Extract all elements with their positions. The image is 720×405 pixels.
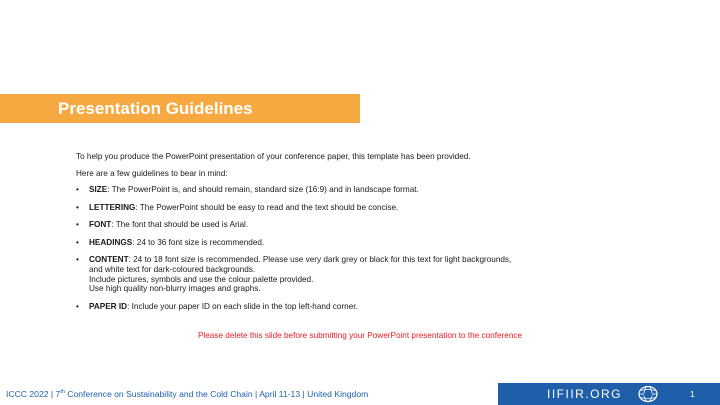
guideline-text: : The PowerPoint should be easy to read and the text should be concise. — [135, 202, 399, 212]
footer-conf-sup: th — [60, 389, 65, 395]
bullet-icon: • — [76, 185, 79, 194]
bullet-icon: • — [76, 301, 79, 311]
guideline-text: and white text for dark-coloured backgrounds. — [89, 264, 256, 274]
globe-logo-icon — [637, 385, 659, 403]
bullet-icon: • — [76, 237, 79, 247]
guideline-item — [76, 220, 616, 230]
guideline-line — [89, 238, 616, 248]
guideline-label: PAPER ID — [89, 301, 128, 311]
guideline-item — [76, 185, 616, 195]
footer-conf-prefix: ICCC 2022 | 7 — [6, 389, 61, 399]
guideline-line — [89, 203, 616, 213]
guideline-label: LETTERING — [89, 202, 136, 212]
slide-content — [76, 151, 616, 319]
delete-slide-notice: Please delete this slide before submitting your PowerPoint presentation to the conference — [197, 331, 523, 340]
intro-text-2: Here are a few guidelines to bear in mind: — [76, 169, 228, 178]
guideline-text: : The font that should be used is Arial. — [111, 220, 249, 230]
guideline-line — [89, 255, 616, 265]
guideline-line — [89, 275, 616, 285]
bullet-icon: • — [76, 220, 79, 230]
guideline-item — [76, 255, 616, 293]
conference-footer — [6, 389, 368, 399]
guideline-text: : 24 to 36 font size is recommended. — [132, 237, 265, 247]
guideline-line — [89, 220, 616, 230]
guideline-item — [76, 302, 616, 312]
guideline-item — [76, 203, 616, 213]
guidelines-list — [76, 185, 616, 311]
slide-title: Presentation Guidelines — [58, 99, 253, 118]
guideline-line — [89, 185, 616, 195]
bullet-icon: • — [76, 202, 79, 212]
guideline-text: Use high quality non-blurry images and graphs. — [89, 284, 261, 294]
intro-text-1: To help you produce the PowerPoint presentation of your conference paper, this template has been provided. — [76, 152, 471, 161]
guideline-item — [76, 238, 616, 248]
footer-conf-suffix: Conference on Sustainability and the Cold Chain | April 11-13 | United Kingdom — [64, 389, 369, 399]
guideline-text: : 24 to 18 font size is recommended. Please use very dark grey or black for this text for light backgrounds, — [128, 255, 512, 265]
page-number: 1 — [690, 389, 695, 399]
guideline-line — [89, 265, 616, 275]
guideline-text: Include pictures, symbols and use the colour palette provided. — [89, 274, 314, 284]
guideline-label: CONTENT — [89, 255, 129, 265]
bullet-icon: • — [76, 255, 79, 265]
brand-link[interactable]: IIFIIR.ORG — [547, 387, 622, 401]
guideline-label: SIZE — [89, 185, 108, 194]
guideline-text: : Include your paper ID on each slide in the top left-hand corner. — [127, 301, 358, 311]
guideline-line — [89, 284, 616, 294]
guideline-line — [89, 302, 616, 312]
guideline-label: FONT — [89, 220, 112, 230]
guideline-label: HEADINGS — [89, 237, 133, 247]
guideline-text: : The PowerPoint is, and should remain, standard size (16:9) and in landscape format. — [107, 185, 419, 194]
